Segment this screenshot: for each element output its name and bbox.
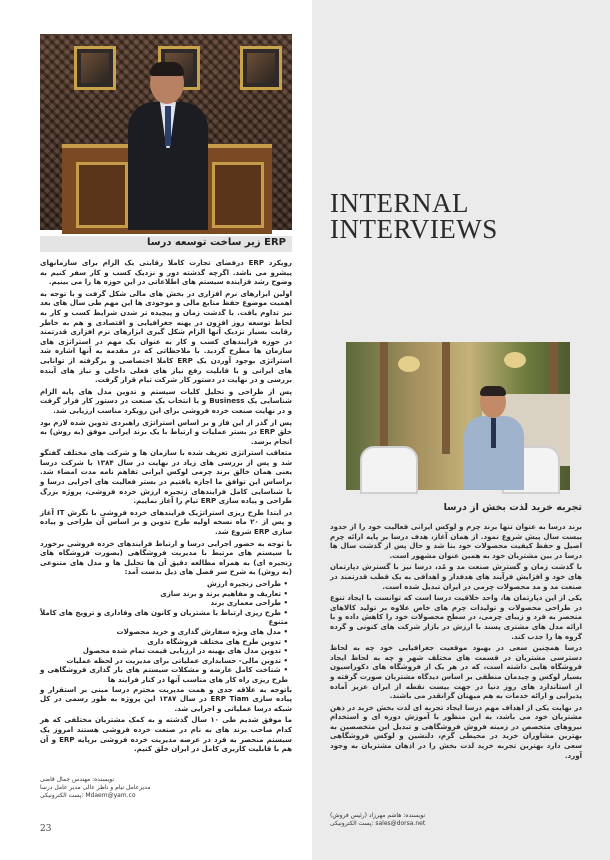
paragraph: اولین ابزارهای نرم افزاری در بخش های مالی شکل گرفت و با توجه به اهمیت موضوع حفظ منابع مالی و موجودی ها این مهم طی سال های بعد نیز تداوم یافت. با گذشت زمان و پیچیده تر شدن شرایط کسب و کار به لحاظ توسعه روز افزون در پهنه جغرافیایی و اقتصادی و هم به خاطر رقابت بسیار نزدیک آنها الزام شکل گیری ابزارهای نرم افزاری قدرتمند در حوزه فرایندهای کسب و کار به عنوان یک مهم در استراتژی های سازمان ها مطرح گردید. با ملاحظاتی که در مقدمه به آنها اشاره شد استراتژی بوجود آوردن یک ERP کاملا اختصاصی و برگرفته از توانایی های ایرانی و با قابلیت رفع نیاز های فعلی داخلی و نیاز های آینده بررسی و در نهایت در دستور کار شرکت تیام قرار گرفت. <box>40 288 292 385</box>
author-role: مدیرعامل تیام و ناظر عالی مدیر عامل درسا <box>40 784 151 791</box>
author-email[interactable]: Mdaem@yam.co :پست الکترونیکی <box>40 792 136 799</box>
list-item: • تدوین مدل های بهینه در ارزیابی قیمت تمام شده محصول <box>82 646 288 656</box>
paragraph: برند درسا به عنوان تنها برند چرم و لوکس ایرانی فعالیت خود را از حدود بیست سال پیش شروع نمود. از همان آغاز، هدف درسا بر پایه ارائه چرم اصیل و حفظ کیفیت محصولات خود بنا شد و حال پس از گذشت سال ها درسا در بین مشتریان خود به همین عنوان مشهور است. <box>330 522 582 560</box>
paragraph: رویکرد ERP درفضای تجارت کاملا رقابتی یک الزام برای سازمانهای پیشرو می باشد. اگرچه گذشته دور و نزدیک کسب و کار سفر کنیم به وضوح رشد فزاینده سیستم های اطلاعاتی در این حوزه ها را می بینیم. <box>40 258 292 287</box>
paragraph: باتوجه به علاقه جدی و همت مدیریت محترم درسا مبنی بر استقرار و پیاده سازی ERP Tiam در سال ۱۳۸۷ این پروژه به طور رسمی در کل شبکه درسا عملیاتی و اجرایی شد. <box>40 684 292 713</box>
list-item: • شناخت کامل عارضه و مشکلات سیستم های بار گذاری فروشگاهی و طرح ریزی راه کار های مناسب آنها در کنار فرایند ها <box>40 665 288 684</box>
paragraph: یکی از این دپارتمان ها، واحد خلاقیت درسا است که توانست با ایجاد تنوع در طراحی محصولات و تولیدات چرم های خاص علاوه بر تولید کالاهای منحصر به فرد و زیبای چرمی، در سطح محصولات خود را کاهش داده و با ارائه مدل های مشتری پسند با ارزش در بازار شرکت های کنونی و گرده گروه ها را جذب کند. <box>330 593 582 641</box>
author-email[interactable]: sales@dorsa.net :پست الکترونیکی <box>330 820 426 827</box>
article2-signature <box>330 812 450 828</box>
author-name: نویسنده: مهندس جمال قاضی <box>40 776 115 783</box>
paragraph: درسا همچنین سعی در بهبود موقعیت جغرافیایی خود چه به لحاظ دسترسی مشتریان در قسمت های مختلف شهر و چه به لحاظ ایجاد فروشگاه هایی داشته است، که در هر یک از فروشگاه های دکوراسیون بسیار لوکس و چیدمان منطقی بر اساس دیدگاه مشتریان صورت گرفته و از استاندارد های روز دنیا در جهت بیست نقطه از ایران عزیز آماده پذیرایی و ارائه خدمات به هم میهنان گرانقدر می باشند. <box>330 643 582 701</box>
author-name: نویسنده: هاشم مهرزاد (رئیس فروش) <box>330 812 426 819</box>
heading-line-2: INTERVIEWS <box>330 214 498 244</box>
page-number: 23 <box>40 824 52 834</box>
chair <box>360 446 418 494</box>
pillar <box>442 342 450 454</box>
paragraph: پس از طراحی و تحلیل کلیات سیستم و تدوین مدل های پایه الزام شناسایی یک Business و یا انتخاب یک صنعت در دستور کار قرار گرفت و در نهایت صنعت خرده فروشی برای این رویکرد مناسب ارزیابی شد. <box>40 386 292 415</box>
wall-frame <box>240 46 282 90</box>
article2-title: تجربه خرید لذت بخش از درسا <box>443 502 582 513</box>
article2-body <box>330 522 582 792</box>
paragraph: در نهایت یکی از اهداف مهم درسا ایجاد تجربه ای لذت بخش خرید در ذهن مشتریان خود می باشد، به این منظور با آموزش دوره ای و استخدام نیروهای متخصص در زمینه فروش فروشگاهی و تبدیل این متخصصین به بهترین مشاوران خرید در محیطی گرم، دلنشین و لوکس فروشگاهی سعی دارد بهترین تجربه خرید لذت بخش را در اذهان مشتریان به وجود آورد. <box>330 702 582 760</box>
list-item: • طراحی زنجیره ارزش <box>207 579 288 588</box>
list-item: • تدوین طرح های مختلف فروشگاه داری <box>147 636 288 646</box>
paragraph: با توجه به حضور اجرایی درسا و ارتباط فرایندهای خرده فروشی برخورد با سیستم های مرتبط با مدیریت فروشگاهی (بصورت فروشگاه های زنجیره ای) به همراه مطالعه دقیق آن ها تحلیل ها و مدل های متنوعی (به روش) به شرح سر فصل های ذیل بدست آمد: <box>40 538 292 577</box>
wall-frame <box>74 46 116 90</box>
person-suit <box>128 62 208 230</box>
article1-body <box>40 258 292 754</box>
interview-photo <box>346 342 570 490</box>
list-item: • طرح ریزی ارتباط با مشتریان و کانون های وفاداری و ترویج های کاملاً متنوع <box>40 607 288 627</box>
list-item: • مدل های ویژه سفارش گذاری و خرید محصولات <box>116 626 288 636</box>
hanging-lamp <box>504 352 526 368</box>
paragraph: پس از گذر از این فاز و بر اساس استراتژی راهبردی تدوین شده لازم بود خلق ERP در بستر عملیات و ارتباط با یک برند ایرانی موفق (به روش) به انجام برسد. <box>40 417 292 446</box>
list-item: • تدوین مالی- حسابداری عملیاتی برای مدیریت در لحظه عملیات <box>66 655 288 665</box>
portrait-photo <box>40 34 292 230</box>
article1-title-bar <box>40 236 292 252</box>
hanging-lamp <box>398 356 420 372</box>
section-heading <box>330 190 590 242</box>
paragraph: در ابتدا طرح ریزی استراتژیک فرایندهای خرده فروشی با نگرش IT آغاز و پس از ۲۰ ماه نسخه اولیه طرح تدوین و بر اساس آن طراحی و پیاده سازی ERP شروع شد. <box>40 507 292 537</box>
heading-line-1: INTERNAL <box>330 188 469 218</box>
pillar <box>380 342 388 454</box>
list-item: • طراحی معماری برند <box>210 598 288 608</box>
bullet-list <box>40 579 292 685</box>
paragraph: متعاقب استراتژی تعریف شده با سازمان ها و شرکت های مختلف گفتگو شد و پس از بررسی های زیاد در نهایت در سال ۱۳۸۴ با شرکت درسا یعنی همان خالق برند چرمی لوکس ایرانی تفاهم نامه مدت امضاء شد. براساس این توافق ما اجازه یافتیم در بستر فعالیت های اجرایی درسا و با شناسایی کامل فرایندهای زنجیره ارزش خرده فروشی، پروژه بزرگ طراحی و پیاده سازی ERP تیام را آغاز نماییم. <box>40 448 292 506</box>
paragraph: با گذشت زمان و گسترش صنعت مد و مُد، درسا نیز با گسترش دپارتمان های خود و افزایش فرآیند های هدفدار و اهدافی به یک قطب قدرتمند در صنعت مد و مد محصولات چرمی در ایران تبدیل شده است. <box>330 562 582 591</box>
list-item: • تعاریف و مفاهیم برند و برند سازی <box>160 588 288 598</box>
person-seated <box>464 386 524 490</box>
article1-signature <box>40 776 160 800</box>
paragraph: ما موفق شدیم طی ۱۰ سال گذشته و به کمک مشتریان مختلفی که هر کدام صاحب برند های به نام در صنعت خرده فروشی هستند امروز یک سیستم منحصر به فرد در عرصه مدیریت خرده فروشی برپایه ERP و آن هم با قابلیت کاربری کامل در ایران خلق کنیم. <box>40 715 292 754</box>
article1-title: ERP زیر ساخت توسعه درسا <box>147 237 286 248</box>
